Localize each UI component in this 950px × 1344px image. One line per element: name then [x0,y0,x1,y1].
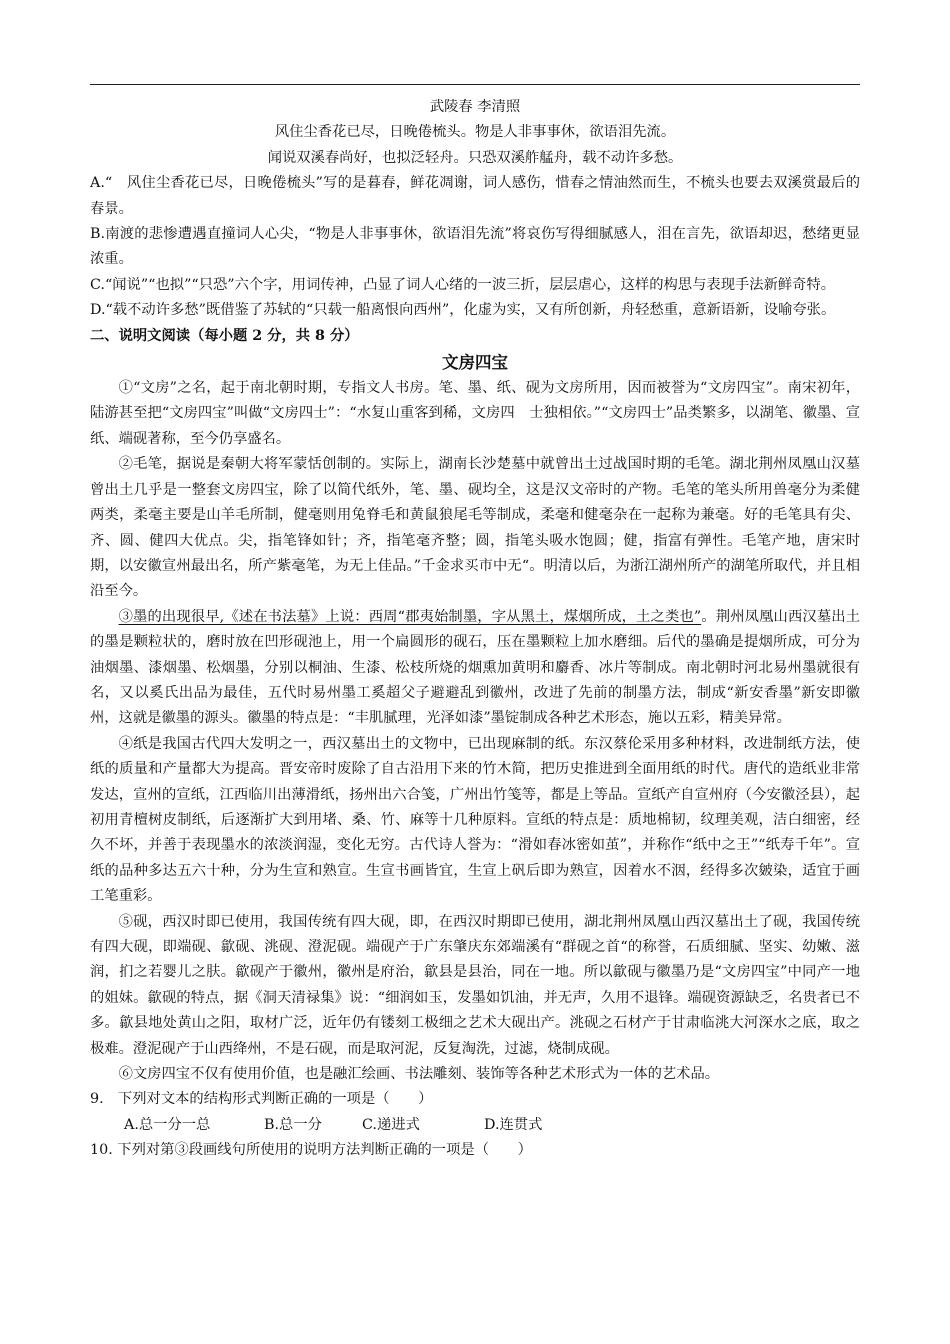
article-paragraph-6: ⑥文房四宝不仅有使用价值，也是融汇绘画、书法雕刻、装饰等各种艺术形式为一体的艺术品。 [118,1066,720,1083]
question-10: 10. 下列对第③段画线句所使用的说明方法判断正确的一项是（ ） [90,1142,532,1159]
section-heading: 二、说明文阅读（每小题 2 分，共 8 分） [90,327,359,344]
poem-option-b: B.南渡的悲惨遭遇直撞词人心尖，“物是人非事事休，欲语泪先流”将哀伤写得细腻感人，泪在言先，欲语却迟，愁绪更显浓重。 [90,226,860,268]
q9-option-d: D.连贯式 [484,1116,543,1133]
q9-option-c: C.递进式 [362,1116,420,1133]
article-paragraph-2: ②毛笔，据说是秦朝大将军蒙恬创制的。实际上，湖南长沙楚墓中就曾出土过战国时期的毛笔。湖北荆州凤凰山汉墓曾出土几乎是一整套文房四宝，除了以简代纸外，笔、墨、砚均全，这是汉文帝时的产物。毛笔的笔头所用兽毫分为柔健两类，柔毫主要是山羊毛所制，健毫则用兔脊毛和黄鼠狼尾毛等制成，柔毫和健毫杂在一起称为兼毫。好的毛笔具有尖、齐、圆、健四大优点。尖，指笔锋如针；齐，指笔毫齐整；圆，指笔头吸水饱圆；健，指富有弹性。毛笔产地，唐宋时期，以安徽宣州最出名，所产紫毫笔，为无上佳品。”千金求买市中无“。明清以后，为浙江湖州所产的湖笔所取代，并且相沿至今。 [90,456,860,600]
article-title: 文房四宝 [442,353,508,373]
q9-option-a: A.总一分一总 [124,1116,211,1133]
article-paragraph-3 [90,605,860,732]
document-page [90,84,860,1164]
q9-option-b: B.总一分 [264,1116,322,1133]
article-paragraph-1: ①“文房”之名，起于南北朝时期，专指文人书房。笔、墨、纸、砚为文房所用，因而被誉为“文房四宝”。南宋初年，陆游甚至把“文房四宝”叫做“文房四士”：“水复山重客到稀，文房四 士独相依。”“文房四士”品类繁多，以湖笔、徽墨、宣纸、端砚著称，至今仍享盛名。 [90,380,860,447]
underlined-sentence: ③墨的出现很早,《述在书法墓》上说：西周“郡夷始制墨，字从黑土，煤烟所成，土之类也” [118,608,702,625]
article-paragraph-4: ④纸是我国古代四大发明之一，西汉墓出土的文物中，已出现麻制的纸。东汉蔡伦采用多种材料，改进制纸方法，使纸的质量和产量都大为提高。晋安帝时废除了自古沿用下来的竹木简，把历史推进到全面用纸的时代。唐代的造纸业非常发达，宣州的宣纸，江西临川出薄滑纸，扬州出六合笺，广州出竹笺等，都是上等品。宣纸产自宣州府（今安徽泾县），起初用青檀树皮制纸，后逐渐扩大到用堵、桑、竹、麻等十几种原料。宣纸的特点是：质地棉韧，纹理美观，洁白细密，经久不坏，并善于表现墨水的浓淡润湿，变化无穷。古代诗人誉为：“滑如春冰密如茧”，并称作“纸中之王”“纸寿千年”。宣纸的品种多达五六十种，分为生宣和熟宣。生宣书画皆宜，生宣上矾后即为熟宣，因着水不洇，经得多次皴染，适宜于画工笔重彩。 [90,735,860,905]
paragraph-3-rest: 。荆州凤凰山西汉墓出土的墨是颗粒状的，磨时放在凹形砚池上，用一个扁圆形的砚石，压在墨颗粒上加水磨细。后代的墨确是提烟所成，可分为油烟墨、漆烟墨、松烟墨，分别以桐油、生漆、松枝所烧的烟熏加黄明和麝香、冰片等制成。南北朝时河北易州墨就很有名，又以奚氏出品为最佳，五代时易州墨工奚超父子避避乱到徽州，改进了先前的制墨方法，制成“新安香墨”新安即徽州，这就是徽墨的源头。徽墨的特点是：“丰肌腻理，光泽如漆”墨锭制成各种艺术形态，施以五彩，精美异常。 [90,608,861,727]
question-9: 9. 下列对文本的结构形式判断正确的一项是（ ） [90,1091,433,1108]
poem-option-d: D.“载不动许多愁”既借鉴了苏轼的“只载一船离恨向西州”，化虚为实，又有所创新，舟轻愁重，意新语新，设喻夸张。 [90,302,836,319]
poem-option-c: C.“闻说”“也拟”“只恐”六个字，用词传神，凸显了词人心绪的一波三折，层层虐心，这样的构思与表现手法新鲜奇特。 [90,276,836,293]
poem-option-a: A.“ 风住尘香花已尽，日晚倦梳头”写的是暮春，鲜花凋谢，词人感伤，惜春之情油然而生，不梳头也要去双溪赏最后的春景。 [90,175,860,217]
poem-line-1: 风住尘香花已尽，日晚倦梳头。物是人非事事休，欲语泪先流。 [274,124,676,141]
poem-line-2: 闻说双溪春尚好，也拟泛轻舟。只恐双溪舴艋舟，载不动许多愁。 [267,149,683,166]
article-paragraph-5: ⑤砚，西汉时即已使用，我国传统有四大砚，即，在西汉时期即已使用，湖北荆州凤凰山西汉墓出土了砚，我国传统有四大砚，即端砚、歙砚、洮砚、澄泥砚。端砚产于广东肇庆东郊端溪有“群砚之首“的称誉，石质细腻、坚实、幼嫩、滋润，扪之若婴儿之肤。歙砚产于徽州，徽州是府治，歙县是县治，同在一地。所以歙砚与徽墨乃是“文房四宝”中同产一地的姐妹。歙砚的特点，据《洞天清禄集》说：“细润如玉，发墨如饥油，并无声，久用不退锋。端砚资源缺乏，名贵者已不多。歙县地处黄山之阳，取材广泛，近年仍有镂刻工极细之艺术大砚出产。洮砚之石材产于甘肃临洮大河深水之底，取之极难。澄泥砚产于山西绛州，不是石砚，而是取河泥，反复淘洗，过滤，烧制成砚。 [90,913,860,1057]
top-rule [90,84,860,85]
question-9-options [90,1113,860,1138]
poem-title: 武陵春 李清照 [429,99,521,115]
